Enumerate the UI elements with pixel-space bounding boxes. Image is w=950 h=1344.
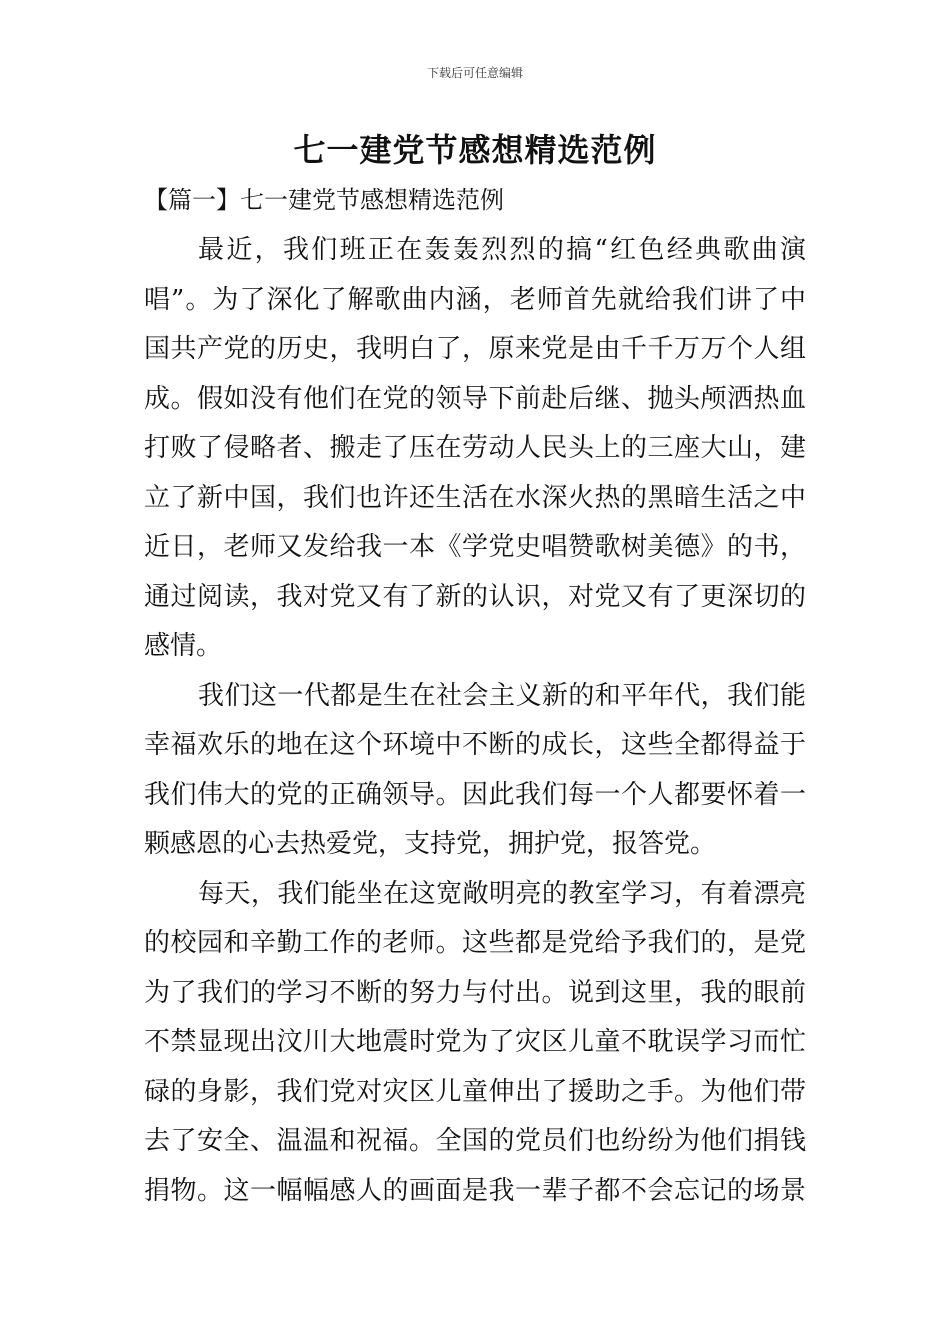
- body-text-line: 幸福欢乐的地在这个环境中不断的成长，这些全都得益于: [144, 730, 806, 760]
- document-title: 七一建党节感想精选范例: [293, 131, 657, 169]
- body-text-line: 的校园和辛勤工作的老师。这些都是党给予我们的，是党: [144, 928, 806, 958]
- body-text-line: 我们这一代都是生在社会主义新的和平年代，我们能: [198, 680, 806, 711]
- body-text-line: 捐物。这一幅幅感人的画面是我一辈子都不会忘记的场景: [144, 1175, 806, 1206]
- body-text-line: 颗感恩的心去热爱党，支持党，拥护党，报答党。: [144, 829, 717, 859]
- body-text-line: 国共产党的历史，我明白了，原来党是由千千万万个人组: [144, 334, 806, 364]
- body-text-line: 为了我们的学习不断的努力与付出。说到这里，我的眼前: [144, 977, 806, 1008]
- body-text-line: 不禁显现出汶川大地震时党为了灾区儿童不耽误学习而忙: [144, 1027, 806, 1057]
- body-text-line: 通过阅读，我对党又有了新的认识，对党又有了更深切的: [144, 581, 806, 612]
- body-text-line: 成。假如没有他们在党的领导下前赴后继、抛头颅洒热血: [144, 383, 806, 414]
- body-text-line: 近日，老师又发给我一本《学党史唱赞歌树美德》的书，: [144, 532, 806, 562]
- body-text-line: 去了安全、温温和祝福。全国的党员们也纷纷为他们捐钱: [144, 1126, 806, 1156]
- body-text-line: 唱”。为了深化了解歌曲内涵，老师首先就给我们讲了中: [144, 284, 806, 315]
- body-text-line: 我们伟大的党的正确领导。因此我们每一个人都要怀着一: [144, 779, 806, 810]
- document-body: [144, 228, 806, 1218]
- header-note: 下载后可任意编辑: [426, 66, 523, 80]
- body-text-line: 最近，我们班正在轰轰烈烈的搞“红色经典歌曲演: [198, 235, 806, 265]
- body-text-line: 打败了侵略者、搬走了压在劳动人民头上的三座大山，建: [144, 433, 806, 463]
- body-text-line: 每天，我们能坐在这宽敞明亮的教室学习，有着漂亮: [198, 878, 806, 909]
- body-text-line: 碌的身影，我们党对灾区儿童伸出了援助之手。为他们带: [144, 1076, 806, 1107]
- body-text-line: 感情。: [144, 631, 223, 661]
- body-text-line: 立了新中国，我们也许还生活在水深火热的黑暗生活之中: [144, 482, 806, 513]
- section-heading: 【篇一】七一建党节感想精选范例: [144, 186, 504, 214]
